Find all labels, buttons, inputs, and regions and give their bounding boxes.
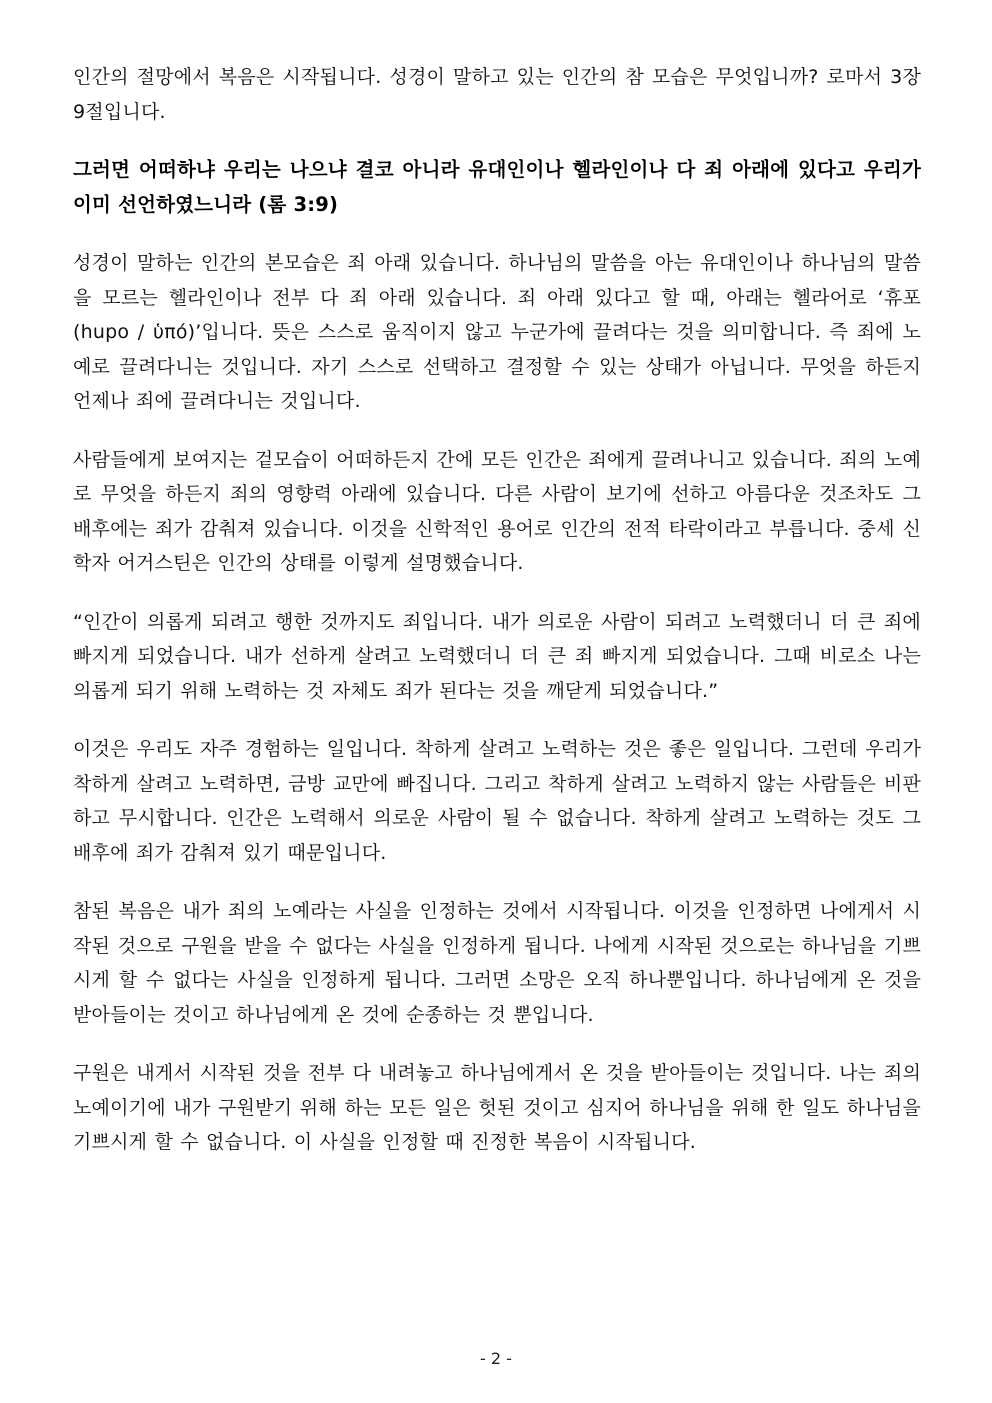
paragraph-true-gospel: 참된 복음은 내가 죄의 노예라는 사실을 인정하는 것에서 시작됩니다. 이것을 인정하면 나에게서 시작된 것으로 구원을 받을 수 없다는 사실을 인정하게 됩니다. 나에게 시작된 것으로는 하나님을 기쁘시게 할 수 없다는 사실을 인정하게 됩니다. 그러면 소망은 오직 하나뿐입니다. 하나님에게 온 것을 받아들이는 것이고 하나님에게 온 것에 순종하는 것 뿐입니다.: [73, 900, 921, 1026]
paragraph-augustine-quote: “인간이 의롭게 되려고 행한 것까지도 죄입니다. 내가 의로운 사람이 되려고 노력했더니 더 큰 죄에 빠지게 되었습니다. 내가 선하게 살려고 노력했더니 더 큰 죄 빠지게 되었습니다. 그때 비로소 나는 의롭게 되기 위해 노력하는 것 자체도 죄가 된다는 것을 깨닫게 되었습니다.”: [73, 610, 921, 702]
page-number: - 2 -: [480, 1349, 512, 1368]
document-page: [73, 60, 921, 1160]
paragraph-experience: 이것은 우리도 자주 경험하는 일입니다. 착하게 살려고 노력하는 것은 좋은 일입니다. 그런데 우리가 착하게 살려고 노력하면, 금방 교만에 빠집니다. 그리고 착하게 살려고 노력하지 않는 사람들은 비판하고 무시합니다. 인간은 노력해서 의로운 사람이 될 수 없습니다. 착하게 살려고 노력하는 것도 그 배후에 죄가 감춰져 있기 때문입니다.: [73, 738, 921, 864]
paragraph-salvation: 구원은 내게서 시작된 것을 전부 다 내려놓고 하나님에게서 온 것을 받아들이는 것입니다. 나는 죄의 노예이기에 내가 구원받기 위해 하는 모든 일은 헛된 것이고 심지어 하나님을 위해 한 일도 하나님을 기쁘시게 할 수 없습니다. 이 사실을 인정할 때 진정한 복음이 시작됩니다.: [73, 1062, 921, 1153]
scripture-quote-romans-3-9: 그러면 어떠하냐 우리는 나으냐 결코 아니라 유대인이나 헬라인이나 다 죄 아래에 있다고 우리가 이미 선언하였느니라 (롬 3:9): [73, 158, 921, 216]
paragraph-total-depravity: 사람들에게 보여지는 겉모습이 어떠하든지 간에 모든 인간은 죄에게 끌려나니고 있습니다. 죄의 노예로 무엇을 하든지 죄의 영향력 아래에 있습니다. 다른 사람이 보기에 선하고 아름다운 것조차도 그 배후에는 죄가 감춰져 있습니다. 이것을 신학적인 용어로 인간의 전적 타락이라고 부릅니다. 중세 신학자 어거스틴은 인간의 상태를 이렇게 설명했습니다.: [73, 448, 921, 574]
paragraph-intro: 인간의 절망에서 복음은 시작됩니다. 성경이 말하고 있는 인간의 참 모습은 무엇입니까? 로마서 3장 9절입니다.: [73, 66, 921, 123]
paragraph-under-sin: 성경이 말하는 인간의 본모습은 죄 아래 있습니다. 하나님의 말씀을 아는 유대인이나 하나님의 말씀을 모르는 헬라인이나 전부 다 죄 아래 있습니다. 죄 아래 있다고 할 때, 아래는 헬라어로 ‘휴포(hupo / ὑπό)’입니다. 뜻은 스스로 움직이지 않고 누군가에 끌려다는 것을 의미합니다. 즉 죄에 노예로 끌려다니는 것입니다. 자기 스스로 선택하고 결정할 수 있는 상태가 아닙니다. 무엇을 하든지 언제나 죄에 끌려다니는 것입니다.: [73, 252, 921, 412]
